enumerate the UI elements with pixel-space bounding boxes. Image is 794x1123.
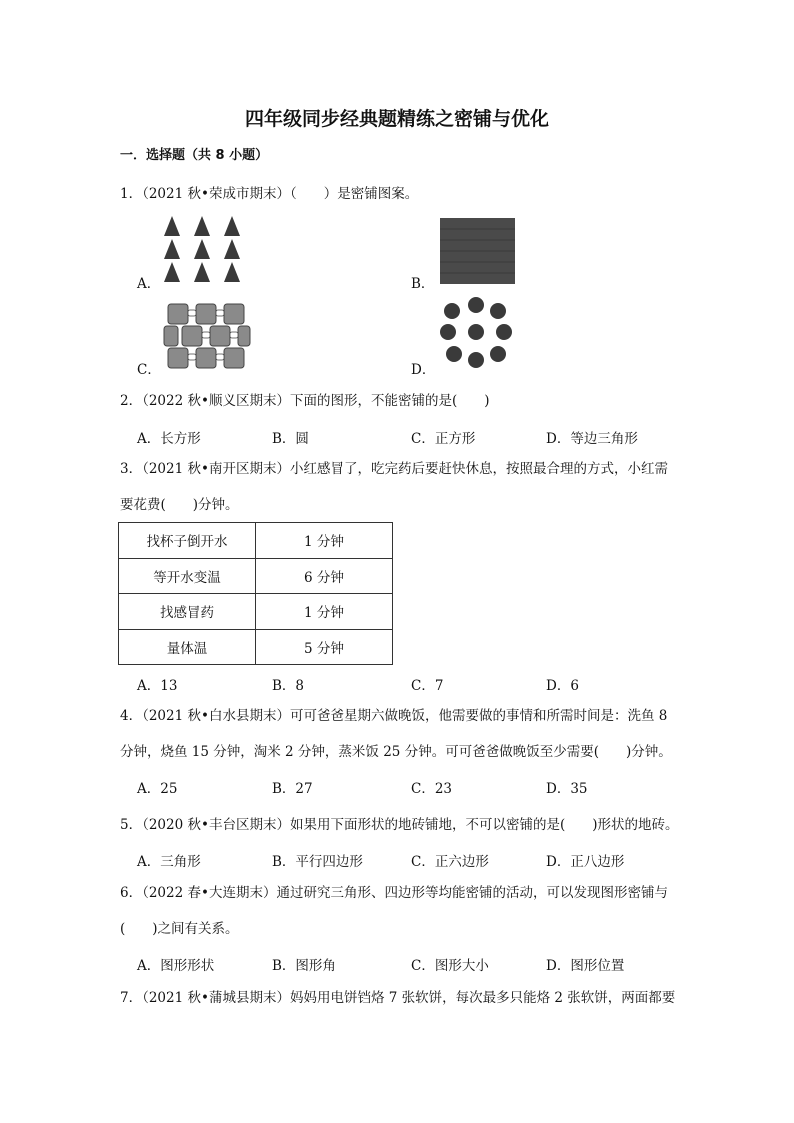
q1-image-d-circles (438, 294, 514, 370)
q3-option-a: A．13 (137, 678, 178, 694)
page-title: 四年级同步经典题精练之密铺与优化 (244, 108, 549, 130)
table-cell: 6 分钟 (256, 558, 393, 594)
table-row (119, 558, 393, 594)
q3-option-d: D．6 (546, 678, 579, 694)
q1-image-a-triangles (162, 214, 244, 284)
q1-label-c: C． (137, 362, 161, 378)
q6-option-c: C．图形大小 (411, 958, 489, 974)
question-6-line1: 6．（2022 春•大连期末）通过研究三角形、四边形等均能密铺的活动，可以发现图形密铺与 (120, 885, 668, 901)
q3-option-b: B．8 (272, 678, 305, 694)
table-cell: 找杯子倒开水 (119, 523, 256, 559)
table-cell: 找感冒药 (119, 594, 256, 630)
question-6-line2: ( )之间有关系。 (120, 921, 239, 937)
q5-option-b: B．平行四边形 (272, 854, 363, 870)
q6-option-d: D．图形位置 (546, 958, 625, 974)
q4-option-a: A．25 (137, 781, 178, 797)
question-5-text: 5．（2020 秋•丰台区期末）如果用下面形状的地砖铺地，不可以密铺的是( )形状的地砖。 (120, 817, 679, 833)
table-row (119, 523, 393, 559)
question-4-line1: 4．（2021 秋•白水县期末）可可爸爸星期六做晚饭，他需要做的事情和所需时间是：洗鱼 8 (120, 708, 668, 724)
q5-option-c: C．正六边形 (411, 854, 489, 870)
q1-label-a: A． (137, 276, 161, 292)
q6-option-b: B．图形角 (272, 958, 336, 974)
question-3-line2: 要花费( )分钟。 (120, 497, 239, 513)
question-4-line2: 分钟，烧鱼 15 分钟，淘米 2 分钟，蒸米饭 25 分钟。可可爸爸做晚饭至少需要( )分钟。 (120, 744, 672, 760)
table-cell: 量体温 (119, 629, 256, 665)
section-heading: 一．选择题（共 8 小题） (120, 148, 269, 163)
q3-time-table (118, 522, 393, 665)
q1-label-d: D． (411, 362, 436, 378)
q2-option-c: C．正方形 (411, 431, 476, 447)
q1-image-c-cross-tiles (162, 300, 252, 372)
q5-option-d: D．正八边形 (546, 854, 625, 870)
q4-option-c: C．23 (411, 781, 453, 797)
question-2-text: 2．（2022 秋•顺义区期末）下面的图形，不能密铺的是( ) (120, 393, 490, 409)
q2-option-d: D．等边三角形 (546, 431, 638, 447)
question-3-line1: 3．（2021 秋•南开区期末）小红感冒了，吃完药后要赶快休息，按照最合理的方式，小红需 (120, 461, 668, 477)
q1-image-b-bricks (440, 218, 515, 284)
q3-option-c: C．7 (411, 678, 444, 694)
table-cell: 1 分钟 (256, 594, 393, 630)
question-7-text: 7．（2021 秋•蒲城县期末）妈妈用电饼铛烙 7 张软饼，每次最多只能烙 2 张软饼，两面都要 (120, 990, 676, 1006)
q6-option-a: A．图形形状 (137, 958, 215, 974)
q1-label-b: B． (411, 276, 435, 292)
question-1-text: 1．（2021 秋•荣成市期末）（ ）是密铺图案。 (120, 186, 419, 202)
table-cell: 5 分钟 (256, 629, 393, 665)
table-row (119, 594, 393, 630)
q2-option-b: B．圆 (272, 431, 309, 447)
q4-option-d: D．35 (546, 781, 588, 797)
table-cell: 1 分钟 (256, 523, 393, 559)
q5-option-a: A．三角形 (137, 854, 201, 870)
table-row (119, 629, 393, 665)
table-cell: 等开水变温 (119, 558, 256, 594)
q4-option-b: B．27 (272, 781, 313, 797)
q2-option-a: A．长方形 (137, 431, 201, 447)
